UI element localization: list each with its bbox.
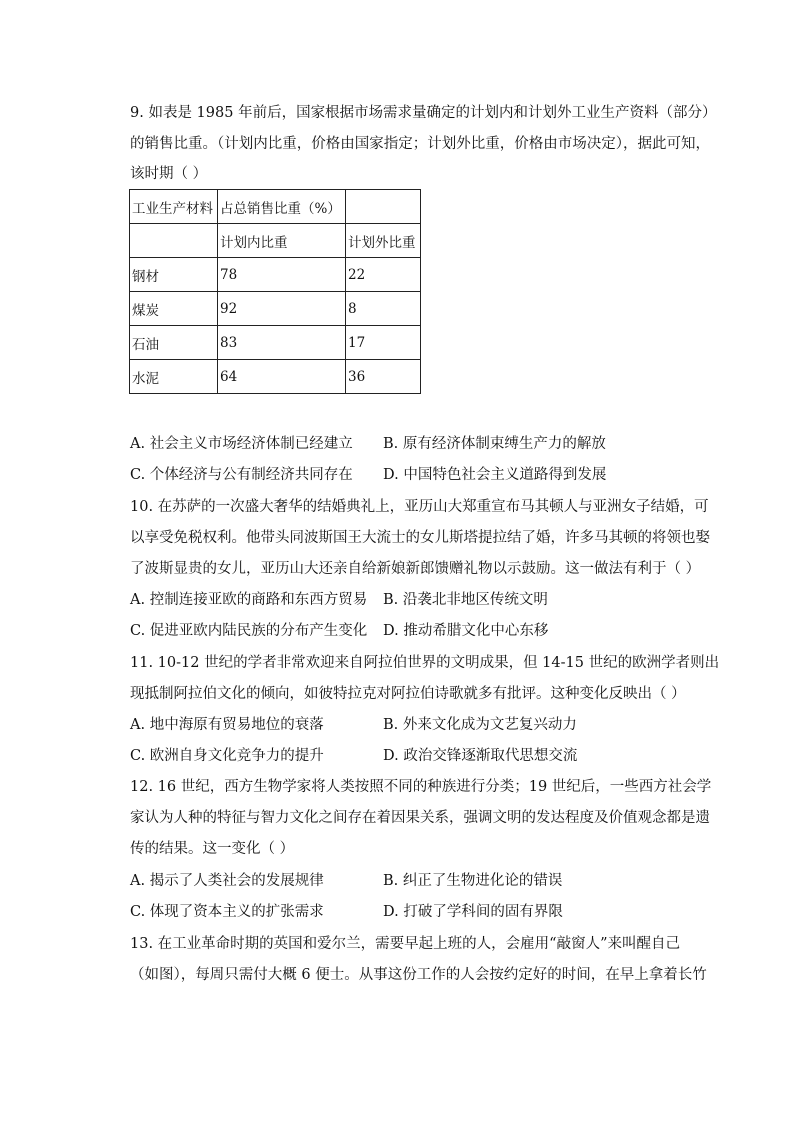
q11-option-d: D. 政治交锋逐渐取代思想交流 [383,748,578,764]
q10-line-3: 了波斯显贵的女儿，亚历山大还亲自给新娘新郎馈赠礼物以示鼓励。这一做法有利于（ ） [130,561,701,577]
table-row [130,258,421,292]
table-cell: 计划外比重 [346,224,421,258]
table-cell: 水泥 [130,360,218,394]
table-header-row [130,190,421,224]
table-cell: 8 [346,292,421,326]
q10-option-a: A. 控制连接亚欧的商路和东西方贸易 [130,592,368,608]
q12-option-d: D. 打破了学科间的固有界限 [383,904,563,920]
q9-option-a: A. 社会主义市场经济体制已经建立 [130,436,353,452]
sales-ratio-table [129,189,421,394]
q12-line-3: 传的结果。这一变化（ ） [130,841,295,857]
table-cell: 工业生产材料 [130,190,218,224]
table-cell [346,190,421,224]
q11-line-1: 11. 10-12 世纪的学者非常欢迎来自阿拉伯世界的文明成果，但 14-15 世纪的欧洲学者则出 [130,655,720,671]
q9-line-3: 该时期（ ） [130,166,208,182]
q11-option-a: A. 地中海原有贸易地位的衰落 [130,717,324,733]
q10-option-b: B. 沿袭北非地区传统文明 [383,592,548,608]
q9-option-c: C. 个体经济与公有制经济共同存在 [130,467,353,483]
q11-option-c: C. 欧洲自身文化竞争力的提升 [130,748,324,764]
q10-line-2: 以享受免税权利。他带头同波斯国王大流士的女儿斯塔提拉结了婚，许多马其顿的将领也娶 [130,530,710,546]
q12-line-2: 家认为人种的特征与智力文化之间存在着因果关系，强调文明的发达程度及价值观念都是遗 [130,810,710,826]
q10-option-c: C. 促进亚欧内陆民族的分布产生变化 [130,623,368,639]
table-cell: 83 [218,326,346,360]
table-row [130,326,421,360]
table-cell: 钢材 [130,258,218,292]
q13-line-1: 13. 在工业革命时期的英国和爱尔兰，需要早起上班的人，会雇用“敲窗人”来叫醒自己 [130,936,680,952]
table-row [130,360,421,394]
table-cell: 17 [346,326,421,360]
table-subheader-row [130,224,421,258]
table-cell: 22 [346,258,421,292]
q11-option-b: B. 外来文化成为文艺复兴动力 [383,717,577,733]
q12-option-a: A. 揭示了人类社会的发展规律 [130,873,324,889]
table-cell: 36 [346,360,421,394]
table-cell: 78 [218,258,346,292]
q12-option-b: B. 纠正了生物进化论的错误 [383,873,563,889]
q10-option-d: D. 推动希腊文化中心东移 [383,623,549,639]
q9-line-2: 的销售比重。（计划内比重，价格由国家指定；计划外比重，价格由市场决定），据此可知， [130,136,710,152]
q12-line-1: 12. 16 世纪，西方生物学家将人类按照不同的种族进行分类；19 世纪后，一些西方社会学 [130,779,712,795]
q9-line-1: 9. 如表是 1985 年前后，国家根据市场需求量确定的计划内和计划外工业生产资料（部分） [130,105,717,121]
q9-option-d: D. 中国特色社会主义道路得到发展 [383,467,607,483]
table-cell: 92 [218,292,346,326]
table-cell: 石油 [130,326,218,360]
q9-option-b: B. 原有经济体制束缚生产力的解放 [383,436,606,452]
q12-option-c: C. 体现了资本主义的扩张需求 [130,904,324,920]
table-cell: 计划内比重 [218,224,346,258]
table-cell: 占总销售比重（%） [218,190,346,224]
table-cell: 煤炭 [130,292,218,326]
table-row [130,292,421,326]
table-cell: 64 [218,360,346,394]
q13-line-2: （如图），每周只需付大概 6 便士。从事这份工作的人会按约定好的时间，在早上拿着长竹 [130,967,707,983]
q10-line-1: 10. 在苏萨的一次盛大奢华的结婚典礼上，亚历山大郑重宣布马其顿人与亚洲女子结婚，可 [130,499,709,515]
q11-line-2: 现抵制阿拉伯文化的倾向，如彼特拉克对阿拉伯诗歌就多有批评。这种变化反映出（ ） [130,686,686,702]
table-cell [130,224,218,258]
